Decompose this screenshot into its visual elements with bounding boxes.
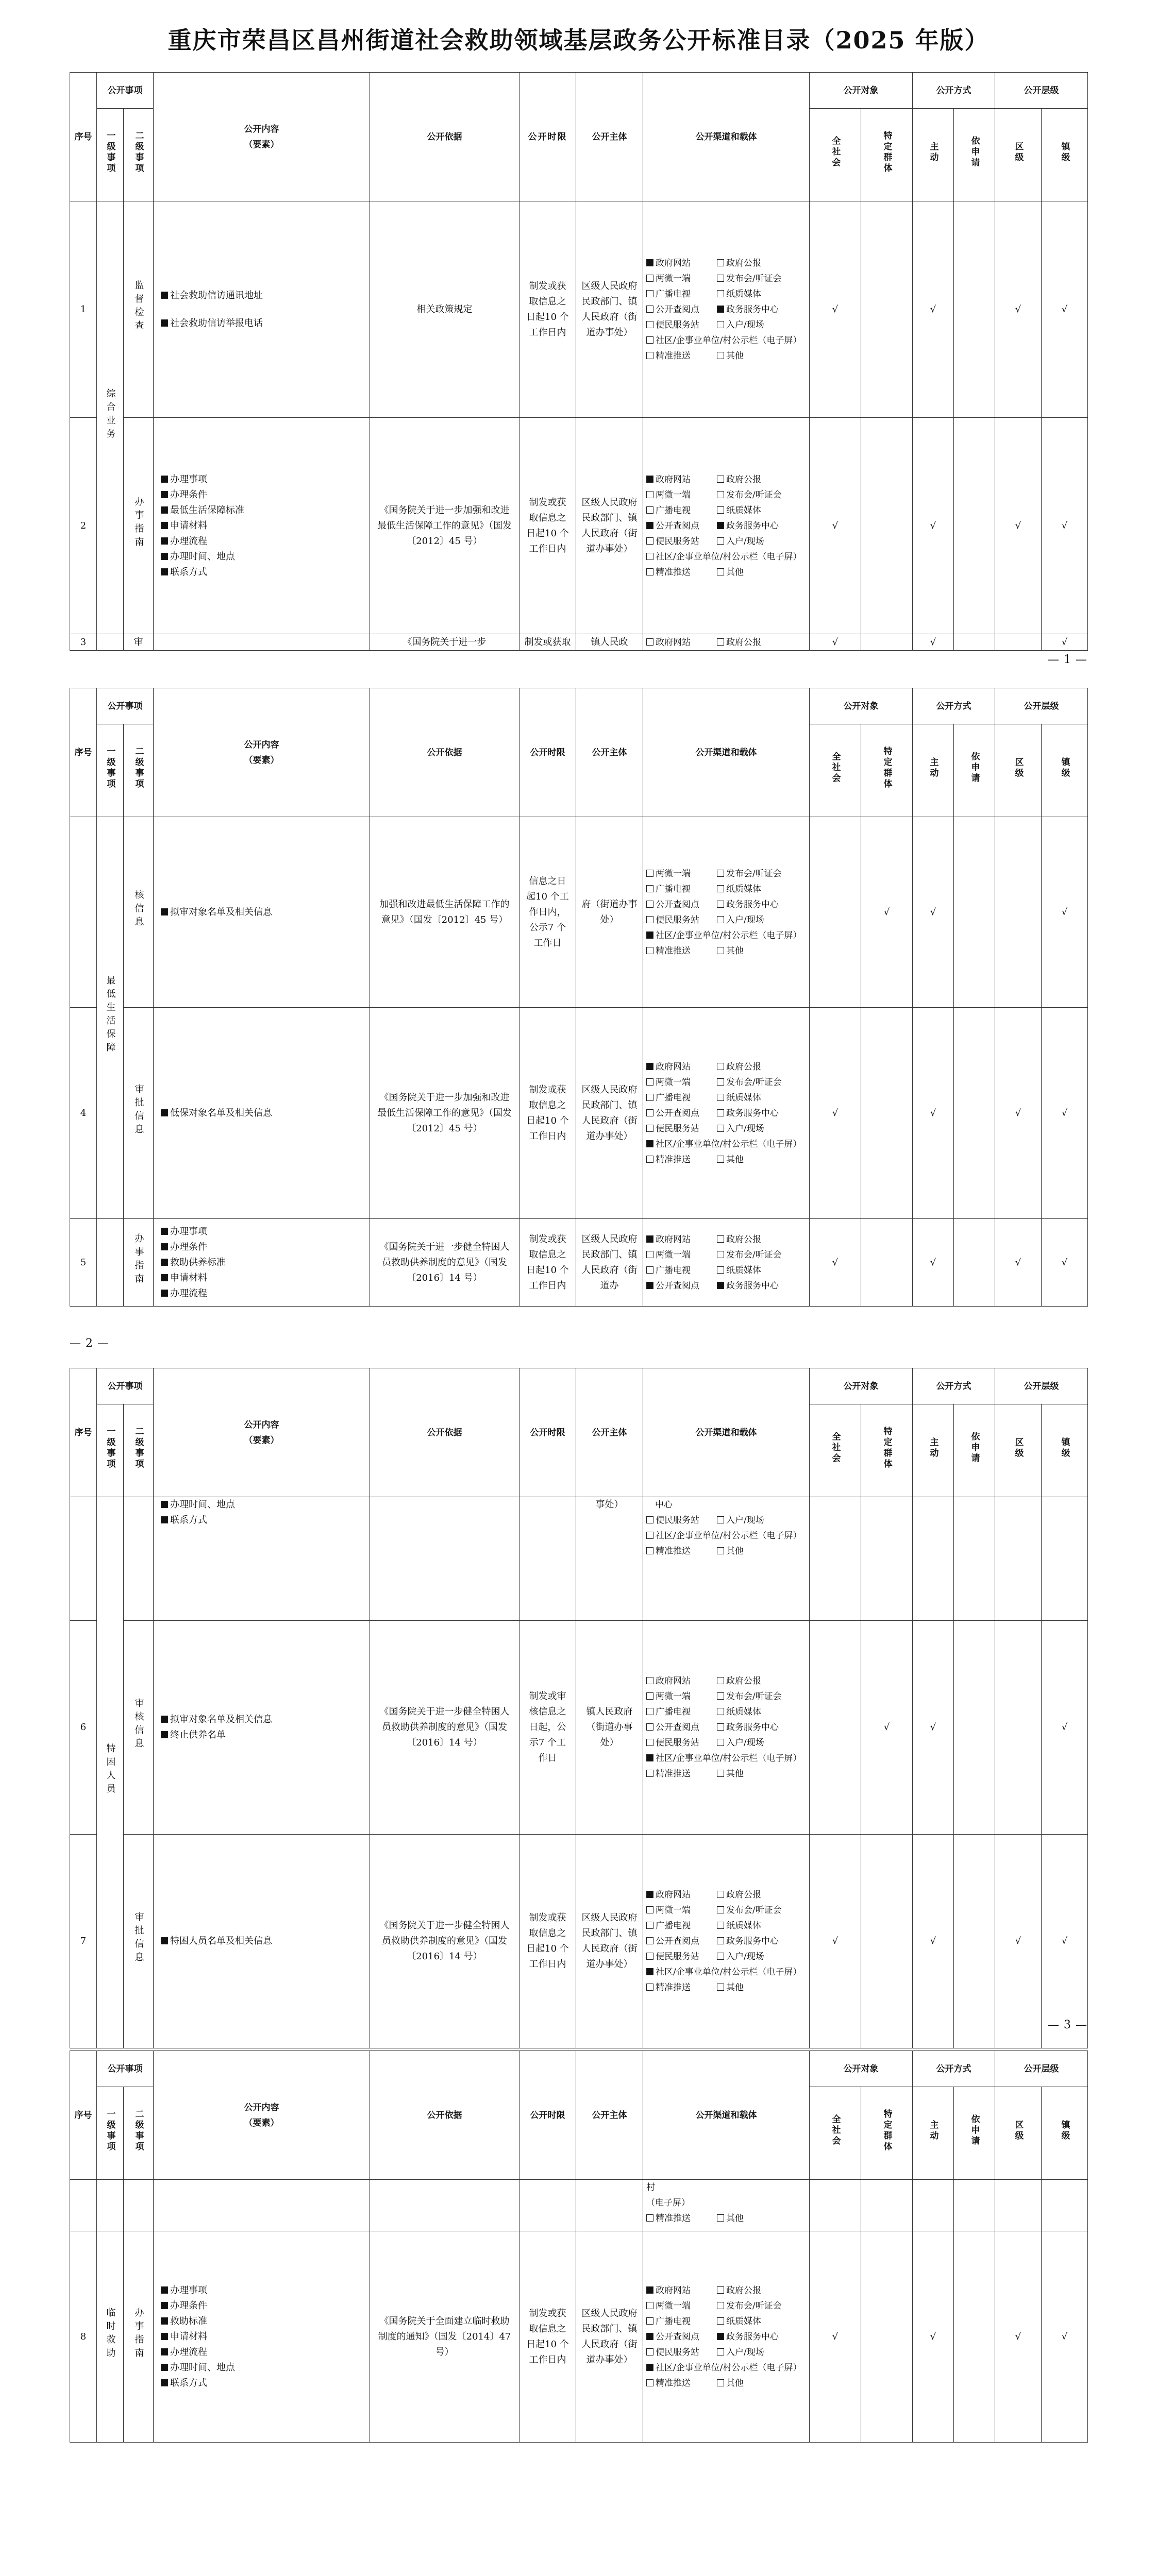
level-town-check: √: [1042, 1219, 1088, 1307]
obj-all-check: √: [810, 1008, 861, 1219]
row-subject: 镇人民政: [576, 634, 643, 651]
row-lvl2: 审核信息: [124, 1621, 154, 1835]
obj-spec-check: √: [861, 1621, 913, 1835]
mode-active-check: √: [913, 1008, 954, 1219]
header-level-district: 区级: [995, 724, 1042, 817]
header-level: 公开层级: [995, 73, 1088, 109]
mode-active-check: √: [913, 634, 954, 651]
header-level-town: 镇级: [1042, 109, 1088, 201]
table-row: [70, 2180, 1088, 2231]
table-row: [70, 418, 1088, 634]
table-row: [70, 1621, 1088, 1835]
obj-spec-check: √: [861, 817, 913, 1008]
header-subject: 公开主体: [576, 1368, 643, 1497]
header-mode-apply: 依申请: [954, 109, 995, 201]
row-channels: 政府网站 政府公报 两微一端 发布会/听证会 广播电视 纸质媒体 公开查阅点 政务服务中心 便民服务站 入户/现场 社区/企事业单位/村公示栏（电子屏） 精准推送 其他: [643, 201, 810, 418]
header-obj: 公开对象: [810, 73, 913, 109]
header-mode: 公开方式: [913, 688, 995, 724]
level-town-check: √: [1042, 634, 1088, 651]
row-seq: 5: [70, 1219, 97, 1307]
row-channels: 中心 便民服务站 入户/现场 社区/企事业单位/村公示栏（电子屏） 精准推送 其他: [643, 1497, 810, 1621]
list-item: 办理条件: [161, 1240, 370, 1255]
row-channels: 政府网站 政府公报 两微一端 发布会/听证会 广播电视 纸质媒体 公开查阅点 政务服务中心: [643, 1219, 810, 1307]
list-item: 社会救助信访举报电话: [161, 316, 370, 331]
page-title: 重庆市荣昌区昌州街道社会救助领域基层政务公开标准目录（2025 年版）: [167, 26, 990, 54]
header-item: 公开事项: [97, 1368, 154, 1404]
header-subject: 公开主体: [576, 73, 643, 201]
header-obj-all: 全社会: [810, 109, 861, 201]
row-subject: 区级人民政府民政部门、镇人民政府（街道办: [576, 1219, 643, 1307]
row-lvl2: 审批信息: [124, 1008, 154, 1219]
list-item: 办理流程: [161, 2345, 370, 2360]
header-item: 公开事项: [97, 2051, 154, 2087]
row-basis: 相关政策规定: [370, 201, 519, 418]
header-obj-spec: 特定群体: [861, 109, 913, 201]
row-period: 制发或获取信息之日起10 个工作日内: [519, 1008, 576, 1219]
list-item: 拟审对象名单及相关信息: [161, 1712, 370, 1727]
header-level: 公开层级: [995, 1368, 1088, 1404]
list-item: 联系方式: [161, 2376, 370, 2391]
list-item: 低保对象名单及相关信息: [161, 1106, 370, 1121]
list-item: 办理流程: [161, 1286, 370, 1301]
level-town-check: √: [1042, 817, 1088, 1008]
list-item: 救助供养标准: [161, 1255, 370, 1270]
header-basis: 公开依据: [370, 2051, 519, 2180]
level-district-check: √: [995, 1835, 1042, 2048]
list-item: 社会救助信访通讯地址: [161, 288, 370, 303]
header-content: 公开内容 （要素）: [154, 688, 370, 817]
header-mode-apply: 依申请: [954, 2087, 995, 2180]
header-lvl1: 一级事项: [97, 2087, 124, 2180]
row-period: 制发或审核信息之日起，公示7 个工作日: [519, 1621, 576, 1835]
header-mode-active: 主动: [913, 1404, 954, 1497]
row-period: 制发或获取信息之日起10 个工作日内: [519, 1835, 576, 2048]
level-town-check: √: [1042, 1835, 1088, 2048]
header-period: 公开时限: [519, 73, 576, 201]
row-subject: 区级人民政府民政部门、镇人民政府（街道办事处）: [576, 201, 643, 418]
row-seq: 8: [70, 2231, 97, 2443]
row-content: [154, 1835, 370, 2048]
header-obj-all: 全社会: [810, 2087, 861, 2180]
row-subject: 区级人民政府民政部门、镇人民政府（街道办事处）: [576, 2231, 643, 2443]
row-lvl2: 办事指南: [124, 418, 154, 634]
header-basis: 公开依据: [370, 1368, 519, 1497]
row-lvl2: 审: [124, 634, 154, 651]
table-page-3: [70, 1368, 1087, 2048]
list-item: 办理事项: [161, 472, 370, 487]
row-channels: 政府网站 政府公报 两微一端 发布会/听证会 广播电视 纸质媒体 公开查阅点 政务服务中心 便民服务站 入户/现场 社区/企事业单位/村公示栏（电子屏） 精准推送 其他: [643, 1835, 810, 2048]
page-number: — 2 —: [70, 1337, 109, 1350]
row-seq: 4: [70, 1008, 97, 1219]
header-period: 公开时限: [519, 688, 576, 817]
header-mode-apply: 依申请: [954, 724, 995, 817]
header-level-town: 镇级: [1042, 724, 1088, 817]
row-lvl2: 核信息: [124, 817, 154, 1008]
header-seq: 序号: [70, 2051, 97, 2180]
level-district-check: √: [995, 418, 1042, 634]
header-obj-all: 全社会: [810, 1404, 861, 1497]
list-item: 联系方式: [161, 1513, 370, 1528]
header-level-district: 区级: [995, 2087, 1042, 2180]
header-lvl2: 二级事项: [124, 724, 154, 817]
header-lvl1: 一级事项: [97, 1404, 124, 1497]
row-lvl1: 综合业务: [97, 201, 124, 634]
header-seq: 序号: [70, 688, 97, 817]
row-basis: 《国务院关于进一步加强和改进最低生活保障工作的意见》（国发〔2012〕45 号）: [370, 418, 519, 634]
mode-active-check: √: [913, 817, 954, 1008]
table-row: [70, 201, 1088, 418]
row-content: [154, 1497, 370, 1621]
level-town-check: √: [1042, 201, 1088, 418]
row-subject: 区级人民政府民政部门、镇人民政府（街道办事处）: [576, 1008, 643, 1219]
mode-apply-check: [954, 418, 995, 634]
row-subject: 镇人民政府（街道办事处）: [576, 1621, 643, 1835]
header-mode: 公开方式: [913, 2051, 995, 2087]
mode-active-check: √: [913, 2231, 954, 2443]
header-mode-active: 主动: [913, 2087, 954, 2180]
list-item: 拟审对象名单及相关信息: [161, 905, 370, 920]
header-subject: 公开主体: [576, 688, 643, 817]
header-channel: 公开渠道和载体: [643, 688, 810, 817]
header-content: 公开内容 （要素）: [154, 2051, 370, 2180]
list-item: 申请材料: [161, 2329, 370, 2345]
header-seq: 序号: [70, 73, 97, 201]
list-item: 终止供养名单: [161, 1727, 370, 1743]
row-basis: 《国务院关于进一步健全特困人员救助供养制度的意见》（国发〔2016〕14 号）: [370, 1621, 519, 1835]
obj-all-check: √: [810, 418, 861, 634]
header-level: 公开层级: [995, 688, 1088, 724]
list-item: 办理事项: [161, 2283, 370, 2298]
level-town-check: √: [1042, 2231, 1088, 2443]
row-period: 制发或获取信息之日起10 个工作日内: [519, 201, 576, 418]
row-seq: [70, 1497, 97, 1621]
row-subject: 区级人民政府民政部门、镇人民政府（街道办事处）: [576, 418, 643, 634]
header-content: 公开内容 （要素）: [154, 73, 370, 201]
level-district-check: √: [995, 2231, 1042, 2443]
table-row: [70, 1219, 1088, 1307]
header-level-town: 镇级: [1042, 2087, 1088, 2180]
header-mode-active: 主动: [913, 724, 954, 817]
row-seq: [70, 817, 97, 1008]
row-content: [154, 1219, 370, 1307]
header-obj-all: 全社会: [810, 724, 861, 817]
header-content: 公开内容 （要素）: [154, 1368, 370, 1497]
list-item: 办理事项: [161, 1224, 370, 1240]
row-content: [154, 2231, 370, 2443]
row-seq: 1: [70, 201, 97, 418]
header-lvl2: 二级事项: [124, 2087, 154, 2180]
row-channels: 政府网站 政府公报 两微一端 发布会/听证会 广播电视 纸质媒体 公开查阅点 政务服务中心 便民服务站 入户/现场 社区/企事业单位/村公示栏（电子屏） 精准推送 其他: [643, 418, 810, 634]
row-basis: 《国务院关于进一步: [370, 634, 519, 651]
header-lvl2: 二级事项: [124, 109, 154, 201]
row-content: [154, 1621, 370, 1835]
row-subject: 事处）: [576, 1497, 643, 1621]
table-row: [70, 2231, 1088, 2443]
row-lvl2: 办事指南: [124, 1219, 154, 1307]
list-item: 办理条件: [161, 2298, 370, 2314]
mode-active-check: √: [913, 201, 954, 418]
header-basis: 公开依据: [370, 688, 519, 817]
obj-all-check: √: [810, 1835, 861, 2048]
row-lvl2: 办事指南: [124, 2231, 154, 2443]
header-level-district: 区级: [995, 1404, 1042, 1497]
mode-active-check: √: [913, 1621, 954, 1835]
catalog-table: [70, 72, 1088, 651]
list-item: 联系方式: [161, 565, 370, 580]
row-content: [154, 817, 370, 1008]
obj-spec-check: [861, 201, 913, 418]
header-level: 公开层级: [995, 2051, 1088, 2087]
row-content: [154, 1008, 370, 1219]
mode-active-check: √: [913, 1835, 954, 2048]
header-channel: 公开渠道和载体: [643, 73, 810, 201]
obj-all-check: √: [810, 201, 861, 418]
header-level-district: 区级: [995, 109, 1042, 201]
row-seq: 6: [70, 1621, 97, 1835]
level-town-check: √: [1042, 1621, 1088, 1835]
row-period: 信息之日起10 个工作日内，公示7 个工作日: [519, 817, 576, 1008]
table-row: [70, 817, 1088, 1008]
header-channel: 公开渠道和载体: [643, 2051, 810, 2180]
catalog-table: [70, 688, 1088, 1307]
row-channels: 政府网站 政府公报 两微一端 发布会/听证会 广播电视 纸质媒体 公开查阅点 政务服务中心 便民服务站 入户/现场 社区/企事业单位/村公示栏（电子屏） 精准推送 其他: [643, 2231, 810, 2443]
table-row: [70, 1008, 1088, 1219]
list-item: 办理时间、地点: [161, 1497, 370, 1513]
header-obj: 公开对象: [810, 1368, 913, 1404]
header-lvl1: 一级事项: [97, 724, 124, 817]
row-lvl1: 临时救助: [97, 2231, 124, 2443]
row-subject: 区级人民政府民政部门、镇人民政府（街道办事处）: [576, 1835, 643, 2048]
mode-active-check: √: [913, 1219, 954, 1307]
row-period: 制发或获取: [519, 634, 576, 651]
row-channels: 两微一端 发布会/听证会 广播电视 纸质媒体 公开查阅点 政务服务中心 便民服务站 入户/现场 社区/企事业单位/村公示栏（电子屏） 精准推送 其他: [643, 817, 810, 1008]
list-item: 特困人员名单及相关信息: [161, 1934, 370, 1949]
row-channels: 村 （电子屏） 精准推送 其他: [643, 2180, 810, 2231]
catalog-table: [70, 1368, 1088, 2048]
catalog-table: [70, 2050, 1088, 2443]
header-lvl2: 二级事项: [124, 1404, 154, 1497]
header-level-town: 镇级: [1042, 1404, 1088, 1497]
level-town-check: √: [1042, 1008, 1088, 1219]
header-basis: 公开依据: [370, 73, 519, 201]
row-period: 制发或获取信息之日起10 个工作日内: [519, 2231, 576, 2443]
obj-spec-check: [861, 418, 913, 634]
list-item: 办理流程: [161, 534, 370, 549]
table-row: [70, 1497, 1088, 1621]
table-row: [70, 1835, 1088, 2048]
list-item: 办理时间、地点: [161, 549, 370, 565]
list-item: 最低生活保障标准: [161, 503, 370, 518]
header-obj-spec: 特定群体: [861, 724, 913, 817]
header-channel: 公开渠道和载体: [643, 1368, 810, 1497]
row-lvl2: 监督检查: [124, 201, 154, 418]
row-subject: 府（街道办事处）: [576, 817, 643, 1008]
list-item: 申请材料: [161, 1270, 370, 1286]
table-page-2: [70, 688, 1087, 1307]
header-obj: 公开对象: [810, 2051, 913, 2087]
header-mode: 公开方式: [913, 1368, 995, 1404]
header-period: 公开时限: [519, 2051, 576, 2180]
header-mode: 公开方式: [913, 73, 995, 109]
row-period: 制发或获取信息之日起10 个工作日内: [519, 1219, 576, 1307]
header-obj-spec: 特定群体: [861, 2087, 913, 2180]
row-lvl2: 审批信息: [124, 1835, 154, 2048]
row-basis: 《国务院关于全面建立临时救助制度的通知》（国发〔2014〕47 号）: [370, 2231, 519, 2443]
row-seq: 2: [70, 418, 97, 634]
row-basis: 《国务院关于进一步健全特困人员救助供养制度的意见》（国发〔2016〕14 号）: [370, 1835, 519, 2048]
row-basis: 《国务院关于进一步加强和改进最低生活保障工作的意见》（国发〔2012〕45 号）: [370, 1008, 519, 1219]
row-lvl1: 最低生活保障: [97, 817, 124, 1219]
list-item: 办理时间、地点: [161, 2360, 370, 2376]
page-number: — 1 —: [1048, 653, 1087, 666]
row-channels: 政府网站 政府公报: [643, 634, 810, 651]
row-channels: 政府网站 政府公报 两微一端 发布会/听证会 广播电视 纸质媒体 公开查阅点 政务服务中心 便民服务站 入户/现场 社区/企事业单位/村公示栏（电子屏） 精准推送 其他: [643, 1621, 810, 1835]
table-page-1: [70, 72, 1087, 651]
obj-all-check: √: [810, 2231, 861, 2443]
header-subject: 公开主体: [576, 2051, 643, 2180]
obj-all-check: √: [810, 634, 861, 651]
row-basis: 《国务院关于进一步健全特困人员救助供养制度的意见》（国发〔2016〕14 号）: [370, 1219, 519, 1307]
table-row: [70, 634, 1088, 651]
row-period: 制发或获取信息之日起10 个工作日内: [519, 418, 576, 634]
mode-apply-check: [954, 201, 995, 418]
header-mode-apply: 依申请: [954, 1404, 995, 1497]
list-item: 申请材料: [161, 518, 370, 534]
header-item: 公开事项: [97, 688, 154, 724]
list-item: 救助标准: [161, 2314, 370, 2329]
header-obj: 公开对象: [810, 688, 913, 724]
level-district-check: √: [995, 1219, 1042, 1307]
obj-all-check: √: [810, 1219, 861, 1307]
row-content: [154, 418, 370, 634]
row-seq: 3: [70, 634, 97, 651]
row-seq: 7: [70, 1835, 97, 2048]
level-town-check: √: [1042, 418, 1088, 634]
header-period: 公开时限: [519, 1368, 576, 1497]
row-content: [154, 201, 370, 418]
header-mode-active: 主动: [913, 109, 954, 201]
row-basis: 加强和改进最低生活保障工作的意见》（国发〔2012〕45 号）: [370, 817, 519, 1008]
page-number: — 3 —: [1048, 2019, 1087, 2031]
row-channels: 政府网站 政府公报 两微一端 发布会/听证会 广播电视 纸质媒体 公开查阅点 政务服务中心 便民服务站 入户/现场 社区/企事业单位/村公示栏（电子屏） 精准推送 其他: [643, 1008, 810, 1219]
list-item: 办理条件: [161, 487, 370, 503]
header-item: 公开事项: [97, 73, 154, 109]
row-lvl1: 特困人员: [97, 1497, 124, 2048]
header-seq: 序号: [70, 1368, 97, 1497]
level-district-check: √: [995, 201, 1042, 418]
table-page-4: [70, 2050, 1087, 2443]
mode-active-check: √: [913, 418, 954, 634]
level-district-check: √: [995, 1008, 1042, 1219]
header-lvl1: 一级事项: [97, 109, 124, 201]
header-obj-spec: 特定群体: [861, 1404, 913, 1497]
